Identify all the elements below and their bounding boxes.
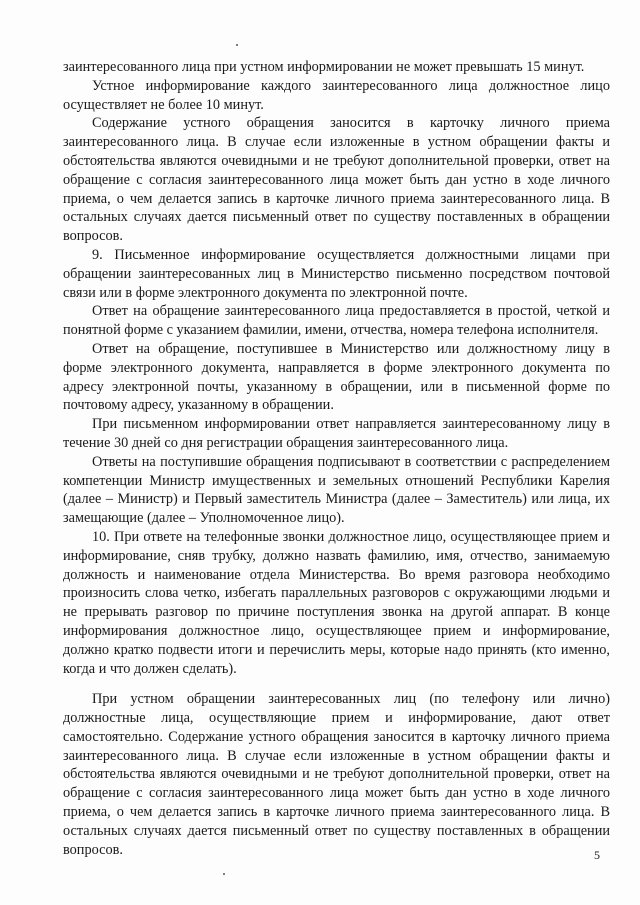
- paragraph-continuation: заинтересованного лица при устном информировании не может превышать 15 минут.: [63, 59, 585, 75]
- paragraph-oral-inquiry: При устном обращении заинтересованных лиц (по телефону или лично) должностные лица, осуществляющие прием и информирование, дают ответ самостоятельно. Содержание устного обращения заносится в карточку личного приема заинтересованного лица. В случае если изложенные в устном обращении факты и обстоятельства являются очевидными и не требуют дополнительной проверки, ответ на обращение с согласия заинтересованного лица может быть дан устно в ходе личного приема, о чем делается запись в карточке личного приема заинтересованного лица. В остальных случаях дается письменный ответ по существу поставленных в обращении вопросов.: [63, 691, 610, 858]
- paragraph-signatories: Ответы на поступившие обращения подписывают в соответствии с распределением компетенции Министр имущественных и земельных отношений Республики Карелия (далее – Министр) и Первый заместитель Министра (далее – Заместитель) или лица, их замещающие (далее – Уполномоченное лицо).: [63, 453, 610, 527]
- paragraph-oral-content: Содержание устного обращения заносится в карточку личного приема заинтересованного лица. В случае если изложенные в устном обращении факты и обстоятельства являются очевидными и не требуют дополнительной проверки, ответ на обращение с согласия заинтересованного лица может быть дан устно в ходе личного приема, о чем делается запись в карточке личного приема заинтересованного лица. В остальных случаях дается письменный ответ по существу поставленных в обращении вопросов.: [63, 115, 610, 245]
- paragraph-item-10: 10. При ответе на телефонные звонки должностное лицо, осуществляющее прием и информирование, сняв трубку, должно назвать фамилию, имя, отчество, занимаемую должность и наименование отдела Министерства. Во время разговора необходимо произносить слова четко, избегать параллельных разговоров с окружающими людьми и не прерывать разговор по причине поступления звонка на другой аппарат. В конце информирования должностное лицо, осуществляющее прием и информирование, должно кратко подвести итоги и перечислить меры, которые надо принять (кто именно, когда и что должен сделать).: [63, 528, 610, 677]
- paragraph-oral-duration: Устное информирование каждого заинтересованного лица должностное лицо осуществляет не более 10 минут.: [63, 77, 610, 113]
- scan-speck: [223, 873, 225, 875]
- scan-speck: [236, 44, 238, 46]
- page-number: 5: [594, 848, 600, 862]
- document-body: [63, 58, 610, 859]
- paragraph-electronic-answer: Ответ на обращение, поступившее в Министерство или должностному лицу в форме электронного документа, направляется в форме электронного документа по адресу электронной почты, указанному в обращении, или в письменной форме по почтовому адресу, указанному в обращении.: [63, 340, 610, 414]
- paragraph-answer-deadline: При письменном информировании ответ направляется заинтересованному лицу в течение 30 дней со дня регистрации обращения заинтересованного лица.: [63, 416, 610, 451]
- paragraph-answer-form: Ответ на обращение заинтересованного лица предоставляется в простой, четкой и понятной форме с указанием фамилии, имени, отчества, номера телефона исполнителя.: [63, 303, 610, 339]
- paragraph-item-9: 9. Письменное информирование осуществляется должностными лицами при обращении заинтересованных лиц в Министерство письменно посредством почтовой связи или в форме электронного документа по электронной почте.: [63, 246, 610, 301]
